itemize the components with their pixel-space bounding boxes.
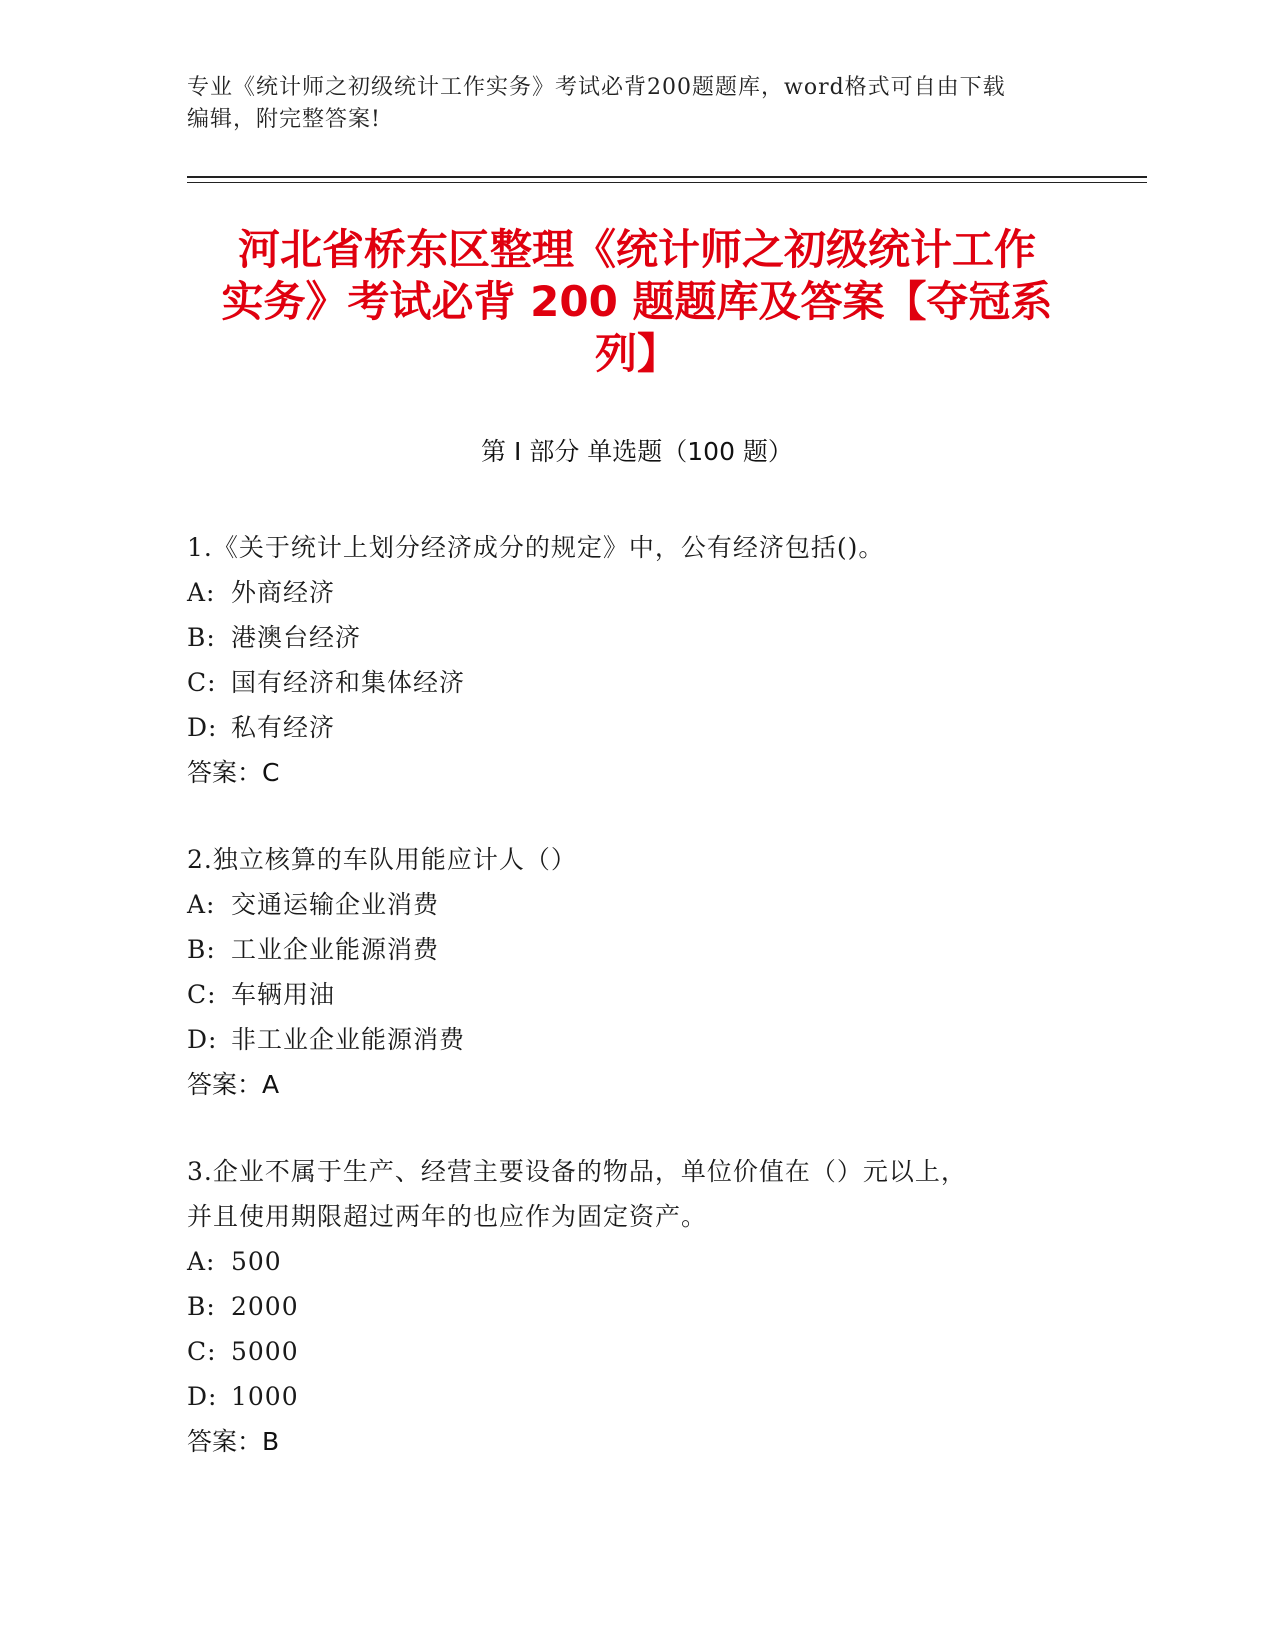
option-key: B: (187, 935, 216, 964)
question-stem: 2.独立核算的车队用能应计人（） (187, 845, 577, 874)
option-c (187, 660, 1067, 705)
option-text: 工业企业能源消费 (231, 935, 440, 964)
document-title-line-1: 河北省桥东区整理《统计师之初级统计工作 (237, 225, 1036, 274)
option-c (187, 1329, 1067, 1374)
question-list (187, 525, 1067, 1506)
header-note (187, 72, 1067, 136)
answer-line: 答案：A (187, 1070, 280, 1099)
option-text: 私有经济 (231, 713, 336, 742)
question-stem-continued: 并且使用期限超过两年的也应作为固定资产。 (187, 1202, 708, 1231)
option-text: 非工业企业能源消费 (231, 1025, 466, 1054)
option-d (187, 1374, 1067, 1419)
option-key: A: (187, 890, 216, 919)
option-text: 500 (231, 1247, 282, 1276)
option-c (187, 972, 1067, 1017)
option-key: C: (187, 980, 217, 1009)
option-d (187, 1017, 1067, 1062)
option-text: 交通运输企业消费 (231, 890, 440, 919)
option-text: 2000 (231, 1292, 299, 1321)
option-d (187, 705, 1067, 750)
question-stem: 3.企业不属于生产、经营主要设备的物品，单位价值在（）元以上， (187, 1157, 967, 1186)
question-1 (187, 525, 1067, 795)
option-key: D: (187, 1025, 218, 1054)
document-title-line-2: 实务》考试必背 200 题题库及答案【夺冠系 (221, 277, 1053, 326)
answer-line: 答案：C (187, 758, 280, 787)
question-stem: 1.《关于统计上划分经济成分的规定》中，公有经济包括()。 (187, 533, 885, 562)
option-a (187, 1239, 1067, 1284)
question-3 (187, 1149, 1067, 1464)
header-divider-thick (187, 176, 1147, 178)
option-b (187, 927, 1067, 972)
option-key: B: (187, 623, 216, 652)
option-key: C: (187, 668, 217, 697)
option-key: A: (187, 1247, 216, 1276)
question-2 (187, 837, 1067, 1107)
section-heading: 第 I 部分 单选题（100 题） (481, 437, 793, 466)
header-note-line-1: 专业《统计师之初级统计工作实务》考试必背200题题库，word格式可自由下载 (187, 75, 1006, 100)
option-b (187, 1284, 1067, 1329)
option-b (187, 615, 1067, 660)
option-a (187, 570, 1067, 615)
option-key: A: (187, 578, 216, 607)
answer-line: 答案：B (187, 1427, 280, 1456)
option-key: D: (187, 713, 218, 742)
option-text: 车辆用油 (231, 980, 336, 1009)
option-text: 港澳台经济 (231, 623, 362, 652)
option-key: C: (187, 1337, 217, 1366)
option-key: D: (187, 1382, 218, 1411)
document-title (187, 224, 1087, 380)
option-text: 外商经济 (231, 578, 336, 607)
option-a (187, 882, 1067, 927)
option-text: 1000 (231, 1382, 299, 1411)
header-divider-thin (187, 182, 1147, 183)
option-key: B: (187, 1292, 216, 1321)
option-text: 5000 (231, 1337, 299, 1366)
document-title-line-3: 列】 (594, 329, 679, 378)
header-note-line-2: 编辑，附完整答案! (187, 107, 381, 132)
option-text: 国有经济和集体经济 (231, 668, 466, 697)
